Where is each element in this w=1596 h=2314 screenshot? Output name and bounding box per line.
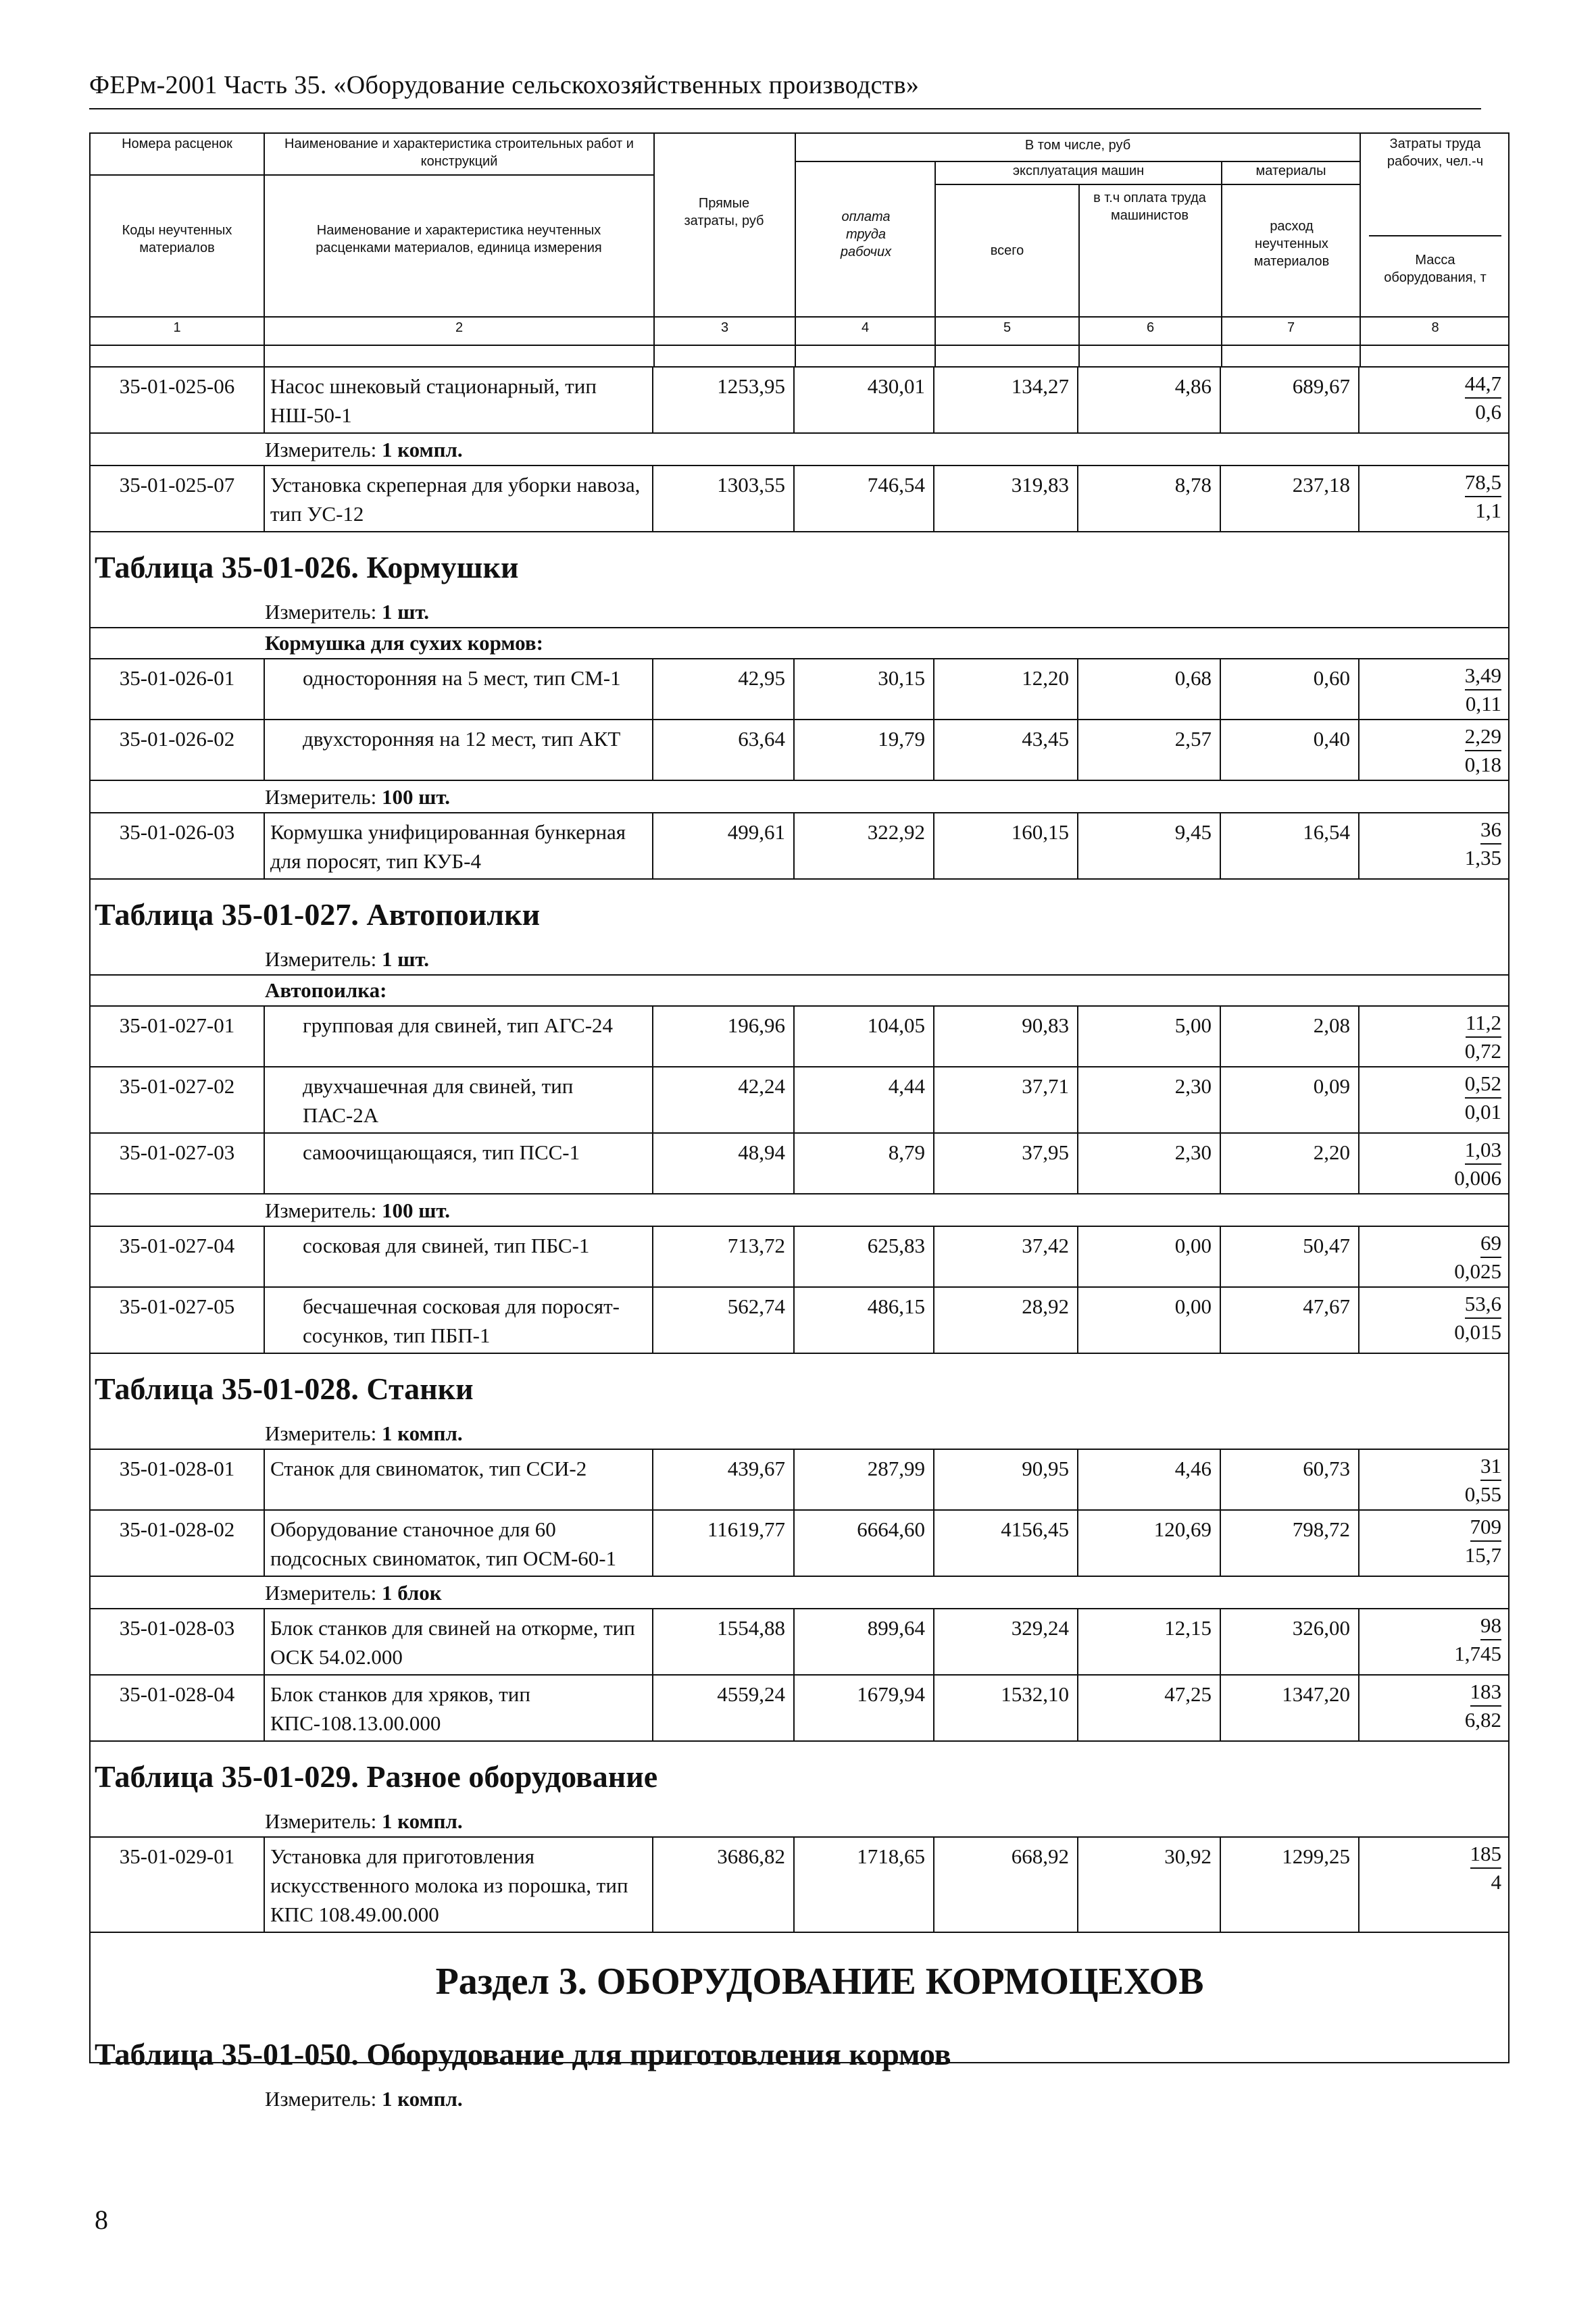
table-title: Таблица 35-01-028. Станки	[95, 1372, 474, 1406]
labor-and-mass	[1360, 466, 1510, 531]
materials-cost: 0,09	[1221, 1067, 1360, 1132]
materials-cost: 798,72	[1221, 1511, 1360, 1576]
labor-costs: 78,5	[1465, 469, 1501, 497]
header-col-line	[934, 161, 936, 368]
labor-pay: 899,64	[795, 1609, 934, 1674]
measurement-value: 1 шт.	[381, 600, 430, 624]
measurement-label: Измеритель:	[265, 2087, 377, 2111]
measurement-unit	[91, 596, 1508, 628]
work-description: двухсторонняя на 12 мест, тип АКТ	[265, 720, 653, 780]
labor-and-mass	[1360, 1134, 1510, 1193]
col-header-labor-pay: оплата труда рабочих	[840, 209, 892, 259]
operator-pay: 0,68	[1078, 659, 1221, 719]
direct-costs: 1303,55	[653, 466, 795, 531]
measurement-label: Измеритель:	[265, 785, 377, 809]
machines-total: 329,24	[934, 1609, 1078, 1674]
labor-and-mass	[1360, 1511, 1510, 1576]
table-row	[91, 720, 1508, 781]
header-col-line	[1221, 161, 1222, 368]
labor-and-mass	[1360, 1676, 1510, 1740]
operator-pay: 2,30	[1078, 1067, 1221, 1132]
col-number: 3	[720, 320, 729, 335]
rate-code: 35-01-026-01	[91, 659, 265, 719]
machines-total: 90,95	[934, 1450, 1078, 1509]
work-description: односторонняя на 5 мест, тип СМ-1	[265, 659, 653, 719]
table-row	[91, 1838, 1508, 1933]
table-row	[91, 1288, 1508, 1354]
measurement-unit	[91, 1417, 1508, 1450]
labor-pay: 4,44	[795, 1067, 934, 1132]
materials-cost: 0,60	[1221, 659, 1360, 719]
direct-costs: 63,64	[653, 720, 795, 780]
section-heading: Раздел 3. ОБОРУДОВАНИЕ КОРМОЦЕХОВ	[435, 1961, 1204, 2003]
materials-cost: 1347,20	[1221, 1676, 1360, 1740]
col-header-material-name: Наименование и характеристика неучтенных расценками материалов, единица измерения	[316, 223, 602, 255]
measurement-unit	[91, 1805, 1508, 1838]
work-description: двухчашечная для свиней, тип ПАС-2А	[265, 1067, 653, 1132]
operator-pay: 12,15	[1078, 1609, 1221, 1674]
measurement-value: 100 шт.	[381, 785, 451, 809]
materials-cost: 237,18	[1221, 466, 1360, 531]
direct-costs: 713,72	[653, 1227, 795, 1286]
measurement-unit	[91, 2083, 1508, 2114]
machines-total: 12,20	[934, 659, 1078, 719]
measurement-value: 1 компл.	[381, 2087, 463, 2111]
col-number: 5	[1003, 320, 1012, 335]
measurement-label: Измеритель:	[265, 1422, 377, 1445]
measurement-label: Измеритель:	[265, 600, 377, 624]
measurement-value: 1 блок	[381, 1581, 442, 1605]
measurement-unit	[91, 434, 1508, 466]
labor-costs: 36	[1480, 816, 1501, 845]
labor-pay: 30,15	[795, 659, 934, 719]
measurement-unit	[91, 1194, 1508, 1227]
equipment-mass: 0,55	[1464, 1482, 1501, 1506]
direct-costs: 4559,24	[653, 1676, 795, 1740]
labor-costs: 98	[1480, 1612, 1501, 1640]
work-description: Установка скреперная для уборки навоза, тип УС-12	[265, 466, 653, 531]
col-header-materials: материалы	[1255, 164, 1326, 178]
labor-and-mass	[1360, 1067, 1510, 1132]
col-header-rate-numbers: Номера расценок	[122, 136, 232, 151]
table-row	[91, 1067, 1508, 1134]
col-number: 8	[1431, 320, 1439, 335]
labor-pay: 625,83	[795, 1227, 934, 1286]
operator-pay: 4,86	[1078, 368, 1221, 432]
rate-code: 35-01-028-03	[91, 1609, 265, 1674]
labor-and-mass	[1360, 1288, 1510, 1353]
direct-costs: 48,94	[653, 1134, 795, 1193]
rate-code: 35-01-028-01	[91, 1450, 265, 1509]
operator-pay: 0,00	[1078, 1227, 1221, 1286]
work-description: Насос шнековый стационарный, тип НШ-50-1	[265, 368, 653, 432]
operator-pay: 2,30	[1078, 1134, 1221, 1193]
materials-cost: 689,67	[1221, 368, 1360, 432]
rate-code: 35-01-029-01	[91, 1838, 265, 1932]
labor-costs: 44,7	[1465, 370, 1501, 399]
work-description: групповая для свиней, тип АГС-24	[265, 1007, 653, 1066]
rate-code: 35-01-027-05	[91, 1288, 265, 1353]
measurement-label: Измеритель:	[265, 1581, 377, 1605]
rate-code: 35-01-027-04	[91, 1227, 265, 1286]
labor-pay: 430,01	[795, 368, 934, 432]
header-divider	[91, 345, 1508, 346]
rate-code: 35-01-026-02	[91, 720, 265, 780]
equipment-mass: 4	[1491, 1870, 1501, 1894]
rate-code: 35-01-027-01	[91, 1007, 265, 1066]
operator-pay: 4,46	[1078, 1450, 1221, 1509]
rate-code: 35-01-027-03	[91, 1134, 265, 1193]
labor-pay: 6664,60	[795, 1511, 934, 1576]
equipment-mass: 6,82	[1464, 1708, 1501, 1732]
table-row	[91, 1511, 1508, 1577]
col-header-machines-total: всего	[990, 243, 1024, 258]
materials-cost: 326,00	[1221, 1609, 1360, 1674]
materials-cost: 16,54	[1221, 813, 1360, 878]
col-header-material-codes: Коды неучтенных материалов	[122, 223, 232, 255]
operator-pay: 30,92	[1078, 1838, 1221, 1932]
measurement-value: 1 шт.	[381, 947, 430, 971]
labor-pay: 746,54	[795, 466, 934, 531]
table-row	[91, 813, 1508, 880]
rate-code: 35-01-027-02	[91, 1067, 265, 1132]
col-header-work-name: Наименование и характеристика строительных работ и конструкций	[284, 136, 634, 169]
labor-and-mass	[1360, 1838, 1510, 1932]
work-description: Кормушка унифицированная бункерная для поросят, тип КУБ-4	[265, 813, 653, 878]
direct-costs: 1554,88	[653, 1609, 795, 1674]
measurement-label: Измеритель:	[265, 438, 377, 461]
materials-cost: 2,20	[1221, 1134, 1360, 1193]
table-row	[91, 1450, 1508, 1511]
measurement-value: 1 компл.	[381, 438, 463, 461]
labor-pay: 287,99	[795, 1450, 934, 1509]
header-divider	[91, 316, 1508, 318]
col-header-material-usage: расход неучтенных материалов	[1253, 219, 1330, 269]
header-divider	[934, 184, 1360, 185]
rate-code: 35-01-025-06	[91, 368, 265, 432]
equipment-mass: 1,35	[1464, 846, 1501, 870]
labor-pay: 1679,94	[795, 1676, 934, 1740]
machines-total: 668,92	[934, 1838, 1078, 1932]
labor-costs: 185	[1470, 1840, 1502, 1869]
table-row	[91, 1134, 1508, 1194]
machines-total: 160,15	[934, 813, 1078, 878]
group-heading: Кормушка для сухих кормов:	[91, 628, 1508, 659]
machines-total: 37,42	[934, 1227, 1078, 1286]
work-description: Станок для свиноматок, тип ССИ-2	[265, 1450, 653, 1509]
measurement-label: Измеритель:	[265, 1809, 377, 1833]
direct-costs: 562,74	[653, 1288, 795, 1353]
equipment-mass: 0,18	[1464, 753, 1501, 776]
work-description: бесчашечная сосковая для поросят-сосунков, тип ПБП-1	[265, 1288, 653, 1353]
equipment-mass: 0,72	[1464, 1039, 1501, 1063]
work-description: Блок станков для свиней на откорме, тип ОСК 54.02.000	[265, 1609, 653, 1674]
labor-pay: 8,79	[795, 1134, 934, 1193]
machines-total: 43,45	[934, 720, 1078, 780]
group-heading: Автопоилка:	[91, 976, 1508, 1007]
materials-cost: 0,40	[1221, 720, 1360, 780]
work-description: сосковая для свиней, тип ПБС-1	[265, 1227, 653, 1286]
labor-costs: 183	[1470, 1678, 1502, 1707]
machines-total: 319,83	[934, 466, 1078, 531]
rate-code: 35-01-026-03	[91, 813, 265, 878]
measurement-value: 1 компл.	[381, 1809, 463, 1833]
col-header-operator-pay: в т.ч оплата труда машинистов	[1093, 191, 1206, 223]
labor-and-mass	[1360, 1227, 1510, 1286]
direct-costs: 1253,95	[653, 368, 795, 432]
rate-code: 35-01-028-04	[91, 1676, 265, 1740]
equipment-mass: 0,01	[1464, 1100, 1501, 1124]
equipment-mass: 0,025	[1454, 1259, 1501, 1283]
col-header-including: В том числе, руб	[1024, 138, 1131, 153]
measurement-unit	[91, 943, 1508, 976]
col-header-direct-costs: Прямые затраты, руб	[684, 196, 764, 228]
direct-costs: 3686,82	[653, 1838, 795, 1932]
materials-cost: 47,67	[1221, 1288, 1360, 1353]
measurement-unit	[91, 781, 1508, 813]
direct-costs: 42,24	[653, 1067, 795, 1132]
table-row	[91, 659, 1508, 720]
table-row	[91, 466, 1508, 532]
direct-costs: 439,67	[653, 1450, 795, 1509]
measurement-value: 1 компл.	[381, 1422, 463, 1445]
col-number: 7	[1287, 320, 1295, 335]
materials-cost: 1299,25	[1221, 1838, 1360, 1932]
labor-costs: 31	[1480, 1453, 1501, 1481]
table-row	[91, 368, 1508, 434]
labor-costs: 53,6	[1465, 1290, 1501, 1319]
measurement-label: Измеритель:	[265, 1199, 377, 1222]
labor-and-mass	[1360, 1450, 1510, 1509]
direct-costs: 42,95	[653, 659, 795, 719]
page-title: ФЕРм-2001 Часть 35. «Оборудование сельскохозяйственных производств»	[89, 71, 920, 99]
operator-pay: 2,57	[1078, 720, 1221, 780]
labor-pay: 19,79	[795, 720, 934, 780]
labor-costs: 709	[1470, 1513, 1502, 1542]
machines-total: 28,92	[934, 1288, 1078, 1353]
materials-cost: 2,08	[1221, 1007, 1360, 1066]
labor-costs: 0,52	[1465, 1070, 1501, 1099]
labor-costs: 11,2	[1466, 1009, 1501, 1038]
page-number: 8	[95, 2205, 108, 2235]
table-title: Таблица 35-01-029. Разное оборудование	[95, 1759, 658, 1794]
col-header-equipment-mass: Масса оборудования, т	[1384, 253, 1487, 285]
work-description: самоочищающаяся, тип ПСС-1	[265, 1134, 653, 1193]
table-title: Таблица 35-01-026. Кормушки	[95, 550, 519, 584]
table-title: Таблица 35-01-050. Оборудование для приготовления кормов	[95, 2037, 951, 2071]
table-row	[91, 1227, 1508, 1288]
labor-pay: 1718,65	[795, 1838, 934, 1932]
equipment-mass: 0,6	[1475, 400, 1501, 424]
labor-and-mass	[1360, 720, 1510, 780]
col-number: 4	[861, 320, 870, 335]
equipment-mass: 0,11	[1465, 692, 1501, 715]
labor-and-mass	[1360, 1609, 1510, 1674]
rate-code: 35-01-028-02	[91, 1511, 265, 1576]
machines-total: 37,95	[934, 1134, 1078, 1193]
measurement-label: Измеритель:	[265, 947, 377, 971]
labor-costs: 69	[1480, 1230, 1501, 1258]
direct-costs: 196,96	[653, 1007, 795, 1066]
machines-total: 90,83	[934, 1007, 1078, 1066]
materials-cost: 50,47	[1221, 1227, 1360, 1286]
operator-pay: 9,45	[1078, 813, 1221, 878]
equipment-mass: 0,006	[1454, 1166, 1501, 1190]
operator-pay: 0,00	[1078, 1288, 1221, 1353]
direct-costs: 11619,77	[653, 1511, 795, 1576]
labor-and-mass	[1360, 659, 1510, 719]
operator-pay: 8,78	[1078, 466, 1221, 531]
labor-pay: 104,05	[795, 1007, 934, 1066]
measurement-unit	[91, 1577, 1508, 1609]
labor-and-mass	[1360, 368, 1510, 432]
header-col-line	[1078, 184, 1080, 368]
table-row	[91, 1609, 1508, 1676]
direct-costs: 499,61	[653, 813, 795, 878]
table-title: Таблица 35-01-027. Автопоилки	[95, 897, 541, 932]
title-rule	[89, 108, 1481, 109]
materials-cost: 60,73	[1221, 1450, 1360, 1509]
labor-costs: 3,49	[1465, 662, 1501, 690]
work-description: Установка для приготовления искусственного молока из порошка, тип КПС 108.49.00.000	[265, 1838, 653, 1932]
table-body	[91, 368, 1508, 2114]
work-description: Блок станков для хряков, тип КПС-108.13.00.000	[265, 1676, 653, 1740]
col-header-machine-operation: эксплуатация машин	[1012, 164, 1145, 178]
machines-total: 1532,10	[934, 1676, 1078, 1740]
labor-and-mass	[1360, 813, 1510, 878]
equipment-mass: 0,015	[1454, 1320, 1501, 1344]
work-description: Оборудование станочное для 60 подсосных свиноматок, тип ОСМ-60-1	[265, 1511, 653, 1576]
col-number: 6	[1146, 320, 1155, 335]
labor-pay: 486,15	[795, 1288, 934, 1353]
table-row	[91, 1676, 1508, 1742]
machines-total: 4156,45	[934, 1511, 1078, 1576]
equipment-mass: 1,745	[1454, 1642, 1501, 1665]
machines-total: 134,27	[934, 368, 1078, 432]
operator-pay: 120,69	[1078, 1511, 1221, 1576]
equipment-mass: 15,7	[1464, 1543, 1501, 1567]
main-table	[89, 132, 1510, 2111]
col-header-labor-costs: Затраты труда рабочих, чел.-ч	[1387, 136, 1484, 169]
header-divider	[1369, 235, 1501, 236]
measurement-value: 100 шт.	[381, 1199, 451, 1222]
labor-and-mass	[1360, 1007, 1510, 1066]
operator-pay: 5,00	[1078, 1007, 1221, 1066]
table-row	[91, 1007, 1508, 1067]
labor-costs: 1,03	[1465, 1136, 1501, 1165]
machines-total: 37,71	[934, 1067, 1078, 1132]
operator-pay: 47,25	[1078, 1676, 1221, 1740]
labor-costs: 2,29	[1465, 723, 1501, 751]
header-divider	[91, 174, 653, 176]
col-number: 2	[455, 320, 464, 335]
rate-code: 35-01-025-07	[91, 466, 265, 531]
col-number: 1	[173, 320, 181, 335]
equipment-mass: 1,1	[1475, 499, 1501, 522]
labor-pay: 322,92	[795, 813, 934, 878]
